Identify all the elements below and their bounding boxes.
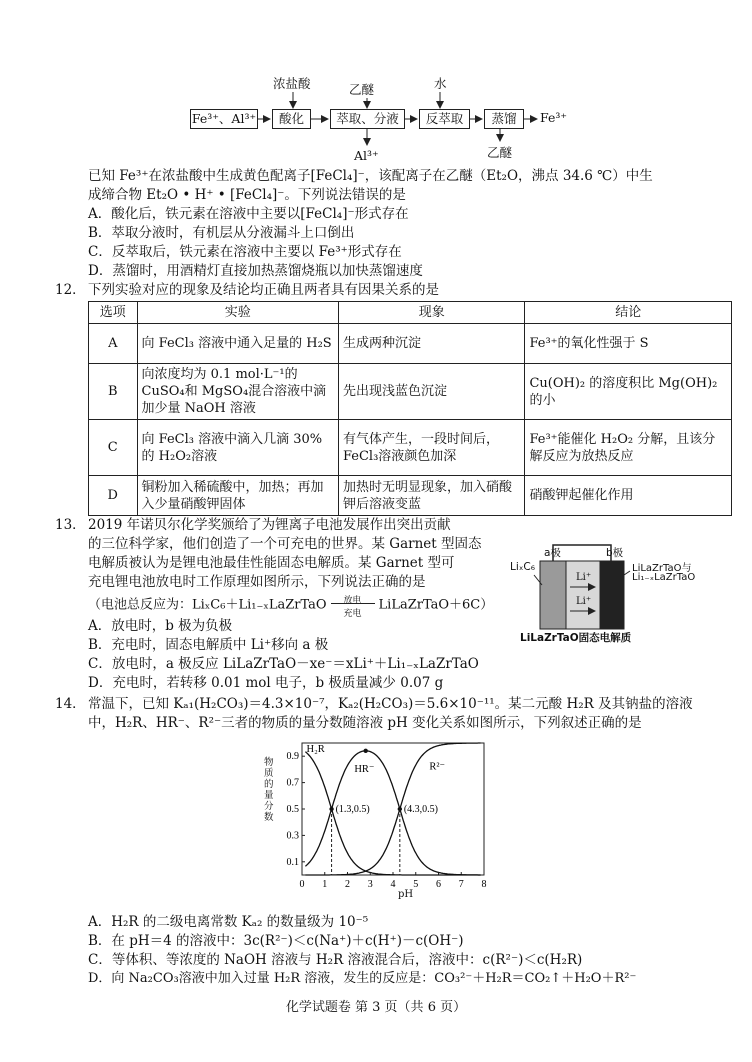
q14-line1: 常温下，已知 Kₐ₁(H₂CO₃)＝4.3×10⁻⁷，Kₐ₂(H₂CO₃)＝5.6×10⁻¹¹。某二元酸 H₂R 及其钠盐的溶液 xyxy=(88,696,693,712)
q13-option-b: B．充电时，固态电解质中 Li⁺移向 a 极 xyxy=(88,637,329,653)
row-conclusion: Fe³⁺的氧化性强于 S xyxy=(525,324,732,364)
row-label: D xyxy=(89,476,138,516)
row-experiment: 向 FeCl₃ 溶液中通入足量的 H₂S xyxy=(137,324,338,364)
series-label-h2r: H₂R xyxy=(306,744,325,756)
eq-charge-label: 充电 xyxy=(343,609,362,619)
ion-label-2: Li⁺ xyxy=(576,596,592,607)
q12-table xyxy=(88,301,732,516)
row-conclusion: Cu(OH)₂ 的溶度积比 Mg(OH)₂的小 xyxy=(525,364,732,420)
chart-svg xyxy=(262,735,502,905)
row-label: A xyxy=(89,324,138,364)
q14-option-a: A．H₂R 的二级电离常数 Kₐ₂ 的数量级为 10⁻⁵ xyxy=(88,914,369,930)
y-tick-label: 0.1 xyxy=(286,856,299,868)
electrolyte-caption: LiLaZrTaO固态电解质 xyxy=(520,632,632,644)
q14-option-b: B．在 pH＝4 的溶液中：3c(R²⁻)＜c(Na⁺)＋c(H⁺)－c(OH⁻) xyxy=(88,933,464,949)
x-tick-label: 8 xyxy=(481,879,487,890)
y-tick-label: 0.7 xyxy=(286,777,299,789)
q13-option-c: C．放电时，a 极反应 LiLaZrTaO－xe⁻＝xLi⁺＋Li₁₋ₓLaZrTaO xyxy=(88,656,479,672)
y-axis-label: 物质的量分数 xyxy=(264,757,274,823)
hr-max-point xyxy=(364,749,368,753)
eq-discharge-label: 放电 xyxy=(343,596,362,606)
annotation-point xyxy=(329,807,333,811)
table-header-row xyxy=(89,302,732,324)
annotation-point xyxy=(398,807,402,811)
q12-number: 12． xyxy=(55,282,86,298)
x-tick-label: 1 xyxy=(322,879,328,890)
q11-stem-line1: 已知 Fe³⁺在浓盐酸中生成黄色配离子[FeCl₄]⁻，该配离子在乙醚（Et₂O，沸点 34.6 ℃）中生 xyxy=(88,168,653,184)
equation-left: （电池总反应为：LiₓC₆＋Li₁₋ₓLaZrTaO xyxy=(88,597,327,613)
q13-line1: 2019 年诺贝尔化学奖颁给了为锂离子电池发展作出突出贡献 xyxy=(88,517,451,533)
x-tick-label: 2 xyxy=(345,879,350,890)
reagent-ether: 乙醚 xyxy=(349,82,375,97)
x-tick-label: 4 xyxy=(390,879,396,890)
annotation-label: (4.3,0.5) xyxy=(403,804,438,815)
equation-right: LiLaZrTaO＋6C） xyxy=(378,597,494,613)
x-tick-label: 0 xyxy=(299,879,305,890)
flow-step-back-extract: 反萃取 xyxy=(419,109,470,129)
y-tick-label: 0.3 xyxy=(286,830,299,842)
table-row xyxy=(89,420,732,476)
header-phenomenon: 现象 xyxy=(338,302,524,324)
y-tick-label: 0.5 xyxy=(286,804,299,815)
row-experiment: 向浓度均为 0.1 mol·L⁻¹的 CuSO₄和 MgSO₄混合溶液中滴加少量 NaOH 溶液 xyxy=(137,364,338,420)
table-row xyxy=(89,476,732,516)
x-tick-label: 3 xyxy=(367,879,373,890)
row-experiment: 铜粉加入稀硫酸中，加热；再加入少量硝酸钾固体 xyxy=(137,476,338,516)
q13-option-a: A．放电时，b 极为负极 xyxy=(88,618,233,634)
row-phenomenon: 有气体产生，一段时间后，FeCl₃溶液颜色加深 xyxy=(338,420,524,476)
flow-out-ether: 乙醚 xyxy=(487,145,513,160)
row-phenomenon: 先出现浅蓝色沉淀 xyxy=(338,364,524,420)
row-conclusion: Fe³⁺能催化 H₂O₂ 分解，且该分解反应为放热反应 xyxy=(525,420,732,476)
q11-option-c: C．反萃取后，铁元素在溶液中主要以 Fe³⁺形式存在 xyxy=(88,244,402,260)
flow-step-distill: 蒸馏 xyxy=(484,109,524,129)
reagent-water: 水 xyxy=(434,76,447,91)
flow-step-extract: 萃取、分液 xyxy=(330,109,405,129)
q14-line2: 中，H₂R、HR⁻、R²⁻三者的物质的量分数随溶液 pH 变化关系如图所示，下列叙述正确的是 xyxy=(88,715,642,731)
q13-option-d: D．充电时，若转移 0.01 mol 电子，b 极质量减少 0.07 g xyxy=(88,675,444,691)
table-row xyxy=(89,324,732,364)
electrode-b-label: b极 xyxy=(606,547,624,559)
header-conclusion: 结论 xyxy=(525,302,732,324)
page-footer: 化学试题卷 第 3 页（共 6 页） xyxy=(285,1000,467,1015)
q14-number: 14． xyxy=(55,696,86,712)
q13-number: 13． xyxy=(55,517,86,533)
right-material-label-2: Li₁₋ₓLaZrTaO xyxy=(632,572,696,583)
ion-label-1: Li⁺ xyxy=(576,572,592,583)
header-option: 选项 xyxy=(89,302,138,324)
q14-option-c: C．等体积、等浓度的 NaOH 溶液与 H₂R 溶液混合后，溶液中：c(R²⁻)＜c(H₂R) xyxy=(88,952,583,968)
flow-step-acidify: 酸化 xyxy=(272,109,311,129)
right-material-label-1: LiLaZrTaO与 xyxy=(632,563,692,574)
header-experiment: 实验 xyxy=(137,302,338,324)
left-material-label: LiₓC₆ xyxy=(510,561,535,573)
q11-option-b: B．萃取分液时，有机层从分液漏斗上口倒出 xyxy=(88,225,355,241)
q14-option-d: D．向 Na₂CO₃溶液中加入过量 H₂R 溶液，发生的反应是：CO₃²⁻＋H₂R＝CO₂↑＋H₂O＋R²⁻ xyxy=(88,971,637,986)
plot-frame xyxy=(302,743,484,875)
q11-option-a: A．酸化后，铁元素在溶液中主要以[FeCl₄]⁻形式存在 xyxy=(88,206,409,222)
flow-arrows xyxy=(0,0,752,170)
row-phenomenon: 加热时无明显现象，加入硝酸钾后溶液变蓝 xyxy=(338,476,524,516)
fraction-chart xyxy=(262,735,502,905)
x-tick-label: 6 xyxy=(436,879,441,890)
q11-stem-line2: 成缔合物 Et₂O • H⁺ • [FeCl₄]⁻。下列说法错误的是 xyxy=(88,187,406,203)
row-experiment: 向 FeCl₃ 溶液中滴入几滴 30%的 H₂O₂溶液 xyxy=(137,420,338,476)
row-conclusion: 硝酸钾起催化作用 xyxy=(525,476,732,516)
row-label: B xyxy=(89,364,138,420)
flow-out-al: Al³⁺ xyxy=(354,148,379,163)
table-row xyxy=(89,364,732,420)
x-tick-label: 5 xyxy=(413,879,419,890)
annotation-label: (1.3,0.5) xyxy=(335,804,370,815)
electrode-a-label: a极 xyxy=(544,547,561,559)
x-tick-label: 7 xyxy=(458,879,464,890)
q12-stem: 下列实验对应的现象及结论均正确且两者具有因果关系的是 xyxy=(88,282,439,298)
flow-product: Fe³⁺ xyxy=(540,110,567,125)
row-phenomenon: 生成两种沉淀 xyxy=(338,324,524,364)
q13-equation xyxy=(88,594,494,619)
series-label-hr: HR⁻ xyxy=(354,764,375,776)
q13-line3: 电解质被认为是锂电池最佳性能固态电解质。某 Garnet 型可 xyxy=(88,555,455,571)
reagent-hcl: 浓盐酸 xyxy=(273,76,311,91)
flow-start: Fe³⁺、Al³⁺ xyxy=(190,109,258,129)
row-label: C xyxy=(89,420,138,476)
y-tick-label: 0.9 xyxy=(286,751,299,763)
x-axis-label: pH xyxy=(398,889,414,900)
battery-figure xyxy=(500,535,740,645)
q13-line2: 的三位科学家，他们创造了一个可充电的世界。某 Garnet 型固态 xyxy=(88,536,482,552)
series-label-r2: R²⁻ xyxy=(429,761,446,773)
q11-option-d: D．蒸馏时，用酒精灯直接加热蒸馏烧瓶以加快蒸馏速度 xyxy=(88,263,423,279)
q13-line4: 充电锂电池放电时工作原理如图所示，下列说法正确的是 xyxy=(88,574,426,590)
